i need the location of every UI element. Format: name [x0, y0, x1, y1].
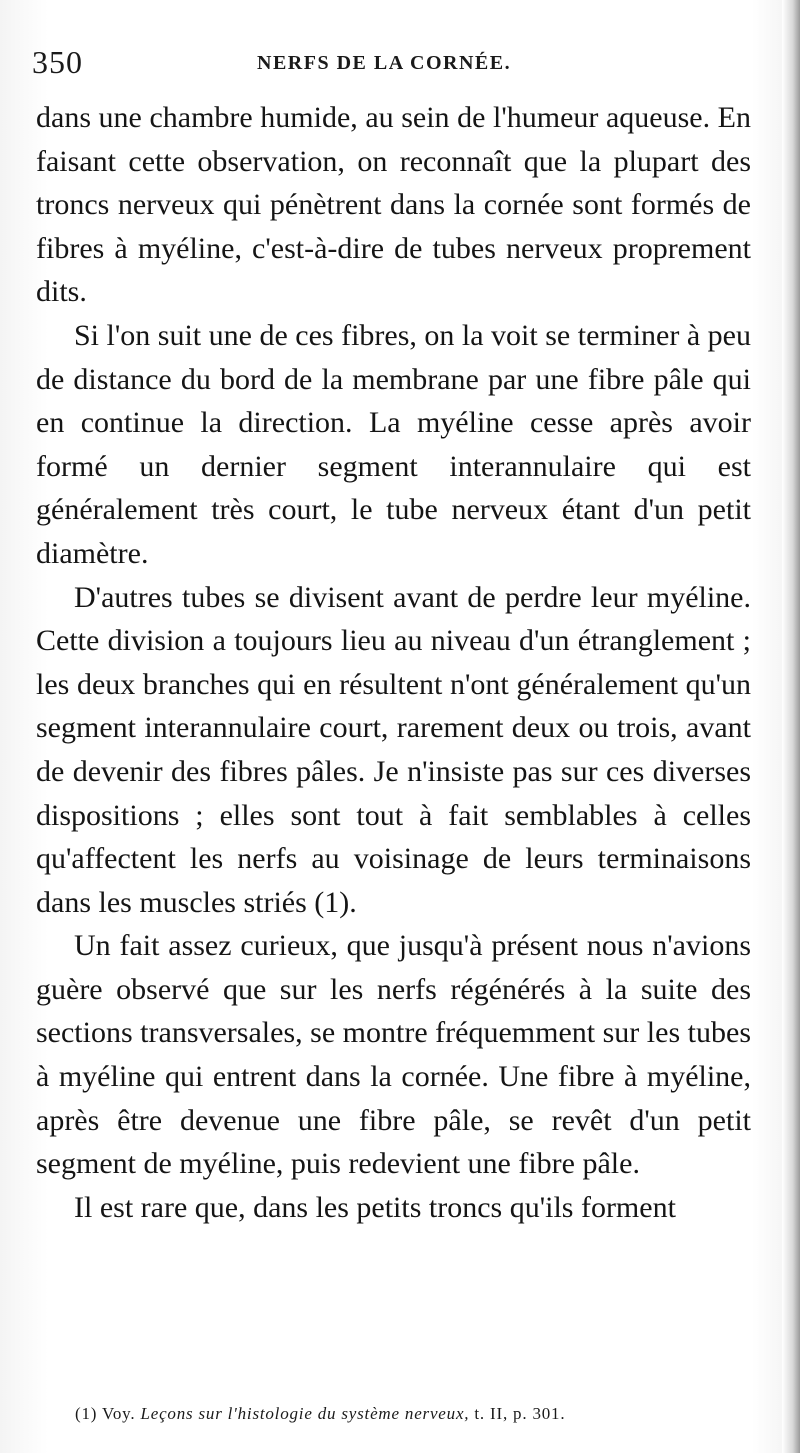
page-header [32, 40, 752, 86]
running-head: NERFS DE LA CORNÉE. [257, 52, 512, 74]
paragraph: Si l'on suit une de ces fibres, on la voit se terminer à peu de distance du bord de la membrane par une fibre pâle qui en continue la direction. La myéline cesse après avoir formé un dernier segment interannulaire qui est généralement très court, le tube nerveux étant d'un petit diamètre. [36, 318, 751, 570]
page-number: 350 [32, 44, 83, 80]
footnote-prefix: (1) Voy. [75, 1404, 136, 1423]
body-text [36, 96, 751, 1229]
footnote [75, 1404, 735, 1424]
paragraph: dans une chambre humide, au sein de l'humeur aqueuse. En faisant cette observation, on reconnaît que la plupart des troncs nerveux qui pénètrent dans la cornée sont formés de fibres à myéline, c'est-à-dire de tubes nerveux proprement dits. [36, 101, 751, 309]
footnote-suffix: t. II, p. 301. [474, 1404, 566, 1423]
paragraph: Un fait assez curieux, que jusqu'à présent nous n'avions guère observé que sur les nerfs régénérés à la suite des sections transversales, se montre fréquemment sur les tubes à myéline qui entrent dans la cornée. Une fibre à myéline, après être devenue une fibre pâle, se revêt d'un petit segment de myéline, puis redevient une fibre pâle. [36, 929, 751, 1181]
page-edge-shadow [782, 0, 800, 1453]
paragraph: D'autres tubes se divisent avant de perdre leur myéline. Cette division a toujours lieu au niveau d'un étranglement ; les deux branches qui en résultent n'ont généralement qu'un segment interannulaire court, rarement deux ou trois, avant de devenir des fibres pâles. Je n'insiste pas sur ces diverses dispositions ; elles sont tout à fait semblables à celles qu'affectent les nerfs au voisinage de leurs terminaisons dans les muscles striés (1). [36, 580, 751, 919]
paragraph: Il est rare que, dans les petits troncs qu'ils forment [74, 1190, 676, 1224]
footnote-title: Leçons sur l'histologie du système nerveux, [140, 1404, 470, 1423]
